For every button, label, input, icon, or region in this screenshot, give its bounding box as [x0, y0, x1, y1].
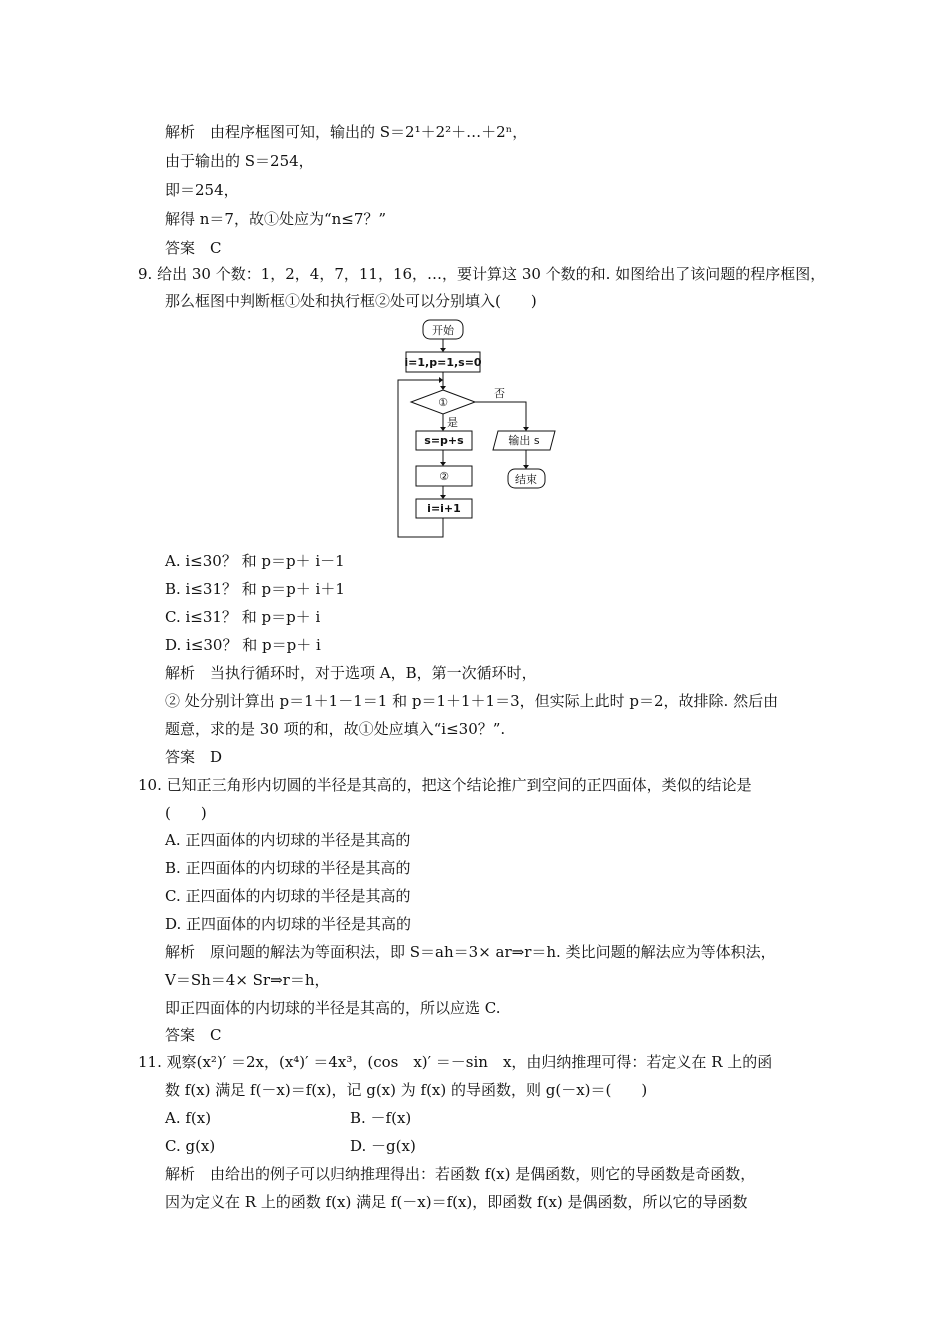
- question-10-cont: ( ): [165, 804, 207, 822]
- text-line: 因为定义在 R 上的函数 f(x) 满足 f(－x)＝f(x)，即函数 f(x) 是偶函数，所以它的导函数: [165, 1193, 748, 1211]
- answer-line: 答案 C: [165, 239, 222, 257]
- question-10: 10. 已知正三角形内切圆的半径是其高的，把这个结论推广到空间的正四面体，类似的结论是: [138, 776, 752, 794]
- answer-line: 答案 D: [165, 748, 223, 766]
- question-11-cont: 数 f(x) 满足 f(－x)＝f(x)，记 g(x) 为 f(x) 的导函数，则 g(－x)＝( ): [165, 1081, 648, 1099]
- text-line: 解析 原问题的解法为等面积法，即 S＝ah＝3× ar⇒r＝h. 类比问题的解法应为等体积法，: [165, 943, 776, 961]
- text-line: 解析 由给出的例子可以归纳推理得出：若函数 f(x) 是偶函数，则它的导函数是奇函数，: [165, 1165, 756, 1183]
- text-line: 即＝254，: [165, 181, 239, 199]
- output-label: 输出 s: [508, 434, 540, 447]
- text-line: 即正四面体的内切球的半径是其高的，所以应选 C.: [165, 999, 501, 1017]
- no-label: 否: [494, 387, 505, 400]
- text-line: V＝Sh＝4× Sr⇒r＝h，: [165, 971, 330, 989]
- text-line: 解得 n＝7，故①处应为“n≤7？”: [165, 210, 387, 228]
- text-line: ② 处分别计算出 p＝1＋1－1＝1 和 p＝1＋1＋1＝3，但实际上此时 p＝2，故排除. 然后由: [165, 692, 779, 710]
- question-11: 11. 观察(x²)′ ＝2x，(x⁴)′ ＝4x³，(cos x)′ ＝－sin x，由归纳推理可得：若定义在 R 上的函: [138, 1053, 773, 1071]
- option-c: C. 正四面体的内切球的半径是其高的: [165, 887, 411, 905]
- question-9-cont: 那么框图中判断框①处和执行框②处可以分别填入( ): [165, 292, 537, 310]
- text-line: 题意，求的是 30 项的和，故①处应填入“i≤30？”.: [165, 720, 506, 738]
- text-line: 解析 当执行循环时，对于选项 A，B，第一次循环时，: [165, 664, 537, 682]
- option-d: D. 正四面体的内切球的半径是其高的: [165, 915, 412, 933]
- option-b: B. i≤31？ 和 p＝p＋ i＋1: [165, 580, 345, 598]
- text-line: 由于输出的 S＝254，: [165, 152, 314, 170]
- option-d: D. i≤30？ 和 p＝p＋ i: [165, 636, 321, 654]
- option-b: B. 正四面体的内切球的半径是其高的: [165, 859, 411, 877]
- text-line: 解析 由程序框图可知，输出的 S＝2¹＋2²＋…＋2ⁿ，: [165, 123, 528, 141]
- step2-label: ②: [439, 470, 449, 483]
- flowchart: [390, 318, 580, 544]
- option-d: D. －g(x): [350, 1137, 416, 1155]
- step1-label: s=p+s: [424, 434, 464, 447]
- step3-label: i=i+1: [427, 502, 461, 515]
- condition-label: ①: [438, 396, 448, 409]
- start-label: 开始: [432, 324, 454, 337]
- question-9: 9. 给出 30 个数：1，2，4，7，11，16，…，要计算这 30 个数的和. 如图给出了该问题的程序框图，: [138, 265, 826, 283]
- option-c: C. i≤31？ 和 p＝p＋ i: [165, 608, 321, 626]
- option-a: A. 正四面体的内切球的半径是其高的: [165, 831, 411, 849]
- end-label: 结束: [515, 473, 537, 486]
- option-a: A. f(x): [165, 1109, 212, 1127]
- yes-label: 是: [447, 416, 458, 429]
- init-label: i=1,p=1,s=0: [404, 356, 482, 369]
- option-c: C. g(x): [165, 1137, 216, 1155]
- option-a: A. i≤30？ 和 p＝p＋ i－1: [165, 552, 345, 570]
- answer-line: 答案 C: [165, 1026, 222, 1044]
- option-b: B. －f(x): [350, 1109, 412, 1127]
